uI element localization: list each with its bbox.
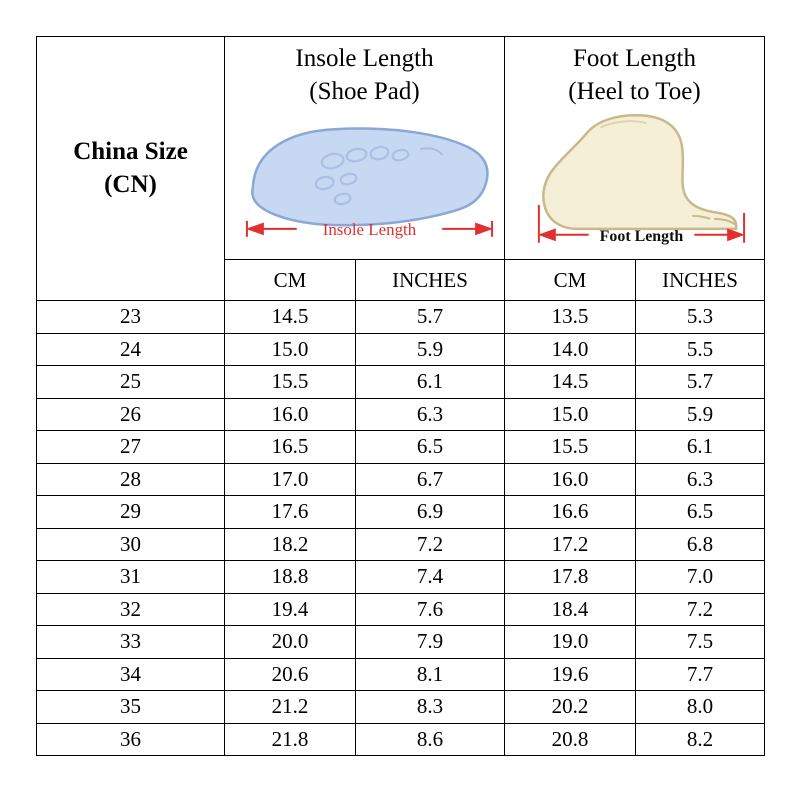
cell-insole-cm: 15.5 <box>225 366 356 399</box>
cell-insole-inches: 7.9 <box>356 626 505 659</box>
insole-length-arrow-label: Insole Length <box>322 219 417 239</box>
cell-foot-cm: 14.0 <box>505 333 636 366</box>
cell-foot-inches: 7.5 <box>636 626 765 659</box>
cell-china-size: 25 <box>37 366 225 399</box>
cell-foot-cm: 13.5 <box>505 301 636 334</box>
cell-insole-inches: 5.9 <box>356 333 505 366</box>
insole-caption-line1: Insole Length <box>295 45 434 72</box>
cell-china-size: 31 <box>37 561 225 594</box>
cell-foot-inches: 6.5 <box>636 496 765 529</box>
foot-illustration-cell <box>505 37 765 260</box>
cell-foot-inches: 5.9 <box>636 398 765 431</box>
table-row <box>37 301 765 334</box>
cell-china-size: 24 <box>37 333 225 366</box>
cell-insole-inches: 8.3 <box>356 691 505 724</box>
cell-china-size: 28 <box>37 463 225 496</box>
cell-china-size: 34 <box>37 658 225 691</box>
cell-insole-cm: 21.8 <box>225 723 356 756</box>
insole-illustration-cell <box>225 37 505 260</box>
cell-insole-cm: 17.6 <box>225 496 356 529</box>
cell-insole-inches: 6.9 <box>356 496 505 529</box>
table-row <box>37 593 765 626</box>
cell-china-size: 33 <box>37 626 225 659</box>
foot-caption-line1: Foot Length <box>573 45 696 72</box>
table-row <box>37 333 765 366</box>
foot-artwork <box>505 109 764 259</box>
cell-foot-cm: 17.8 <box>505 561 636 594</box>
cell-insole-inches: 5.7 <box>356 301 505 334</box>
table-row <box>37 463 765 496</box>
table-row <box>37 398 765 431</box>
table-row <box>37 723 765 756</box>
cell-insole-cm: 18.2 <box>225 528 356 561</box>
insole-shoe-pad-icon <box>225 109 504 259</box>
china-size-header-cell <box>37 37 225 301</box>
header-foot-cm: CM <box>505 260 636 301</box>
foot-heel-to-toe-icon <box>505 109 764 259</box>
cell-foot-inches: 7.7 <box>636 658 765 691</box>
cell-foot-inches: 6.8 <box>636 528 765 561</box>
cell-insole-inches: 6.3 <box>356 398 505 431</box>
table-row <box>37 691 765 724</box>
foot-caption-line2: (Heel to Toe) <box>568 77 701 105</box>
foot-length-arrow-label: Foot Length <box>599 227 684 245</box>
cell-foot-inches: 8.2 <box>636 723 765 756</box>
cell-foot-inches: 5.3 <box>636 301 765 334</box>
cell-foot-cm: 15.0 <box>505 398 636 431</box>
cell-insole-cm: 15.0 <box>225 333 356 366</box>
cell-china-size: 36 <box>37 723 225 756</box>
cell-foot-inches: 5.7 <box>636 366 765 399</box>
cell-china-size: 32 <box>37 593 225 626</box>
cell-insole-cm: 16.0 <box>225 398 356 431</box>
cell-insole-cm: 14.5 <box>225 301 356 334</box>
cell-foot-cm: 19.6 <box>505 658 636 691</box>
shoe-size-table <box>36 36 765 756</box>
header-foot-inches: INCHES <box>636 260 765 301</box>
cell-foot-inches: 7.2 <box>636 593 765 626</box>
cell-insole-cm: 20.6 <box>225 658 356 691</box>
cell-china-size: 27 <box>37 431 225 464</box>
foot-caption <box>505 43 764 108</box>
cell-foot-cm: 16.6 <box>505 496 636 529</box>
cell-foot-cm: 19.0 <box>505 626 636 659</box>
header-insole-cm: CM <box>225 260 356 301</box>
cell-insole-inches: 7.6 <box>356 593 505 626</box>
cell-insole-cm: 20.0 <box>225 626 356 659</box>
cell-insole-cm: 19.4 <box>225 593 356 626</box>
insole-artwork <box>225 109 504 259</box>
cell-insole-inches: 7.2 <box>356 528 505 561</box>
china-size-header-line2: (CN) <box>104 170 157 198</box>
cell-foot-cm: 20.8 <box>505 723 636 756</box>
cell-insole-inches: 8.1 <box>356 658 505 691</box>
cell-foot-inches: 5.5 <box>636 333 765 366</box>
table-row <box>37 366 765 399</box>
table-row <box>37 496 765 529</box>
cell-insole-cm: 18.8 <box>225 561 356 594</box>
table-row <box>37 626 765 659</box>
cell-foot-cm: 15.5 <box>505 431 636 464</box>
cell-china-size: 26 <box>37 398 225 431</box>
china-size-header-line1: China Size <box>73 138 188 165</box>
cell-insole-inches: 6.7 <box>356 463 505 496</box>
cell-foot-cm: 20.2 <box>505 691 636 724</box>
cell-foot-inches: 6.3 <box>636 463 765 496</box>
cell-foot-inches: 8.0 <box>636 691 765 724</box>
cell-foot-cm: 16.0 <box>505 463 636 496</box>
cell-insole-cm: 21.2 <box>225 691 356 724</box>
cell-insole-inches: 7.4 <box>356 561 505 594</box>
cell-foot-inches: 6.1 <box>636 431 765 464</box>
cell-foot-cm: 14.5 <box>505 366 636 399</box>
cell-china-size: 29 <box>37 496 225 529</box>
table-row <box>37 528 765 561</box>
cell-insole-cm: 17.0 <box>225 463 356 496</box>
header-row-illustrations <box>37 37 765 260</box>
cell-foot-cm: 17.2 <box>505 528 636 561</box>
cell-china-size: 35 <box>37 691 225 724</box>
cell-china-size: 23 <box>37 301 225 334</box>
table-row <box>37 658 765 691</box>
cell-foot-inches: 7.0 <box>636 561 765 594</box>
cell-insole-inches: 8.6 <box>356 723 505 756</box>
cell-insole-inches: 6.1 <box>356 366 505 399</box>
insole-caption <box>225 43 504 108</box>
table-row <box>37 431 765 464</box>
cell-insole-cm: 16.5 <box>225 431 356 464</box>
cell-foot-cm: 18.4 <box>505 593 636 626</box>
cell-insole-inches: 6.5 <box>356 431 505 464</box>
insole-caption-line2: (Shoe Pad) <box>309 77 420 105</box>
table-row <box>37 561 765 594</box>
header-insole-inches: INCHES <box>356 260 505 301</box>
cell-china-size: 30 <box>37 528 225 561</box>
